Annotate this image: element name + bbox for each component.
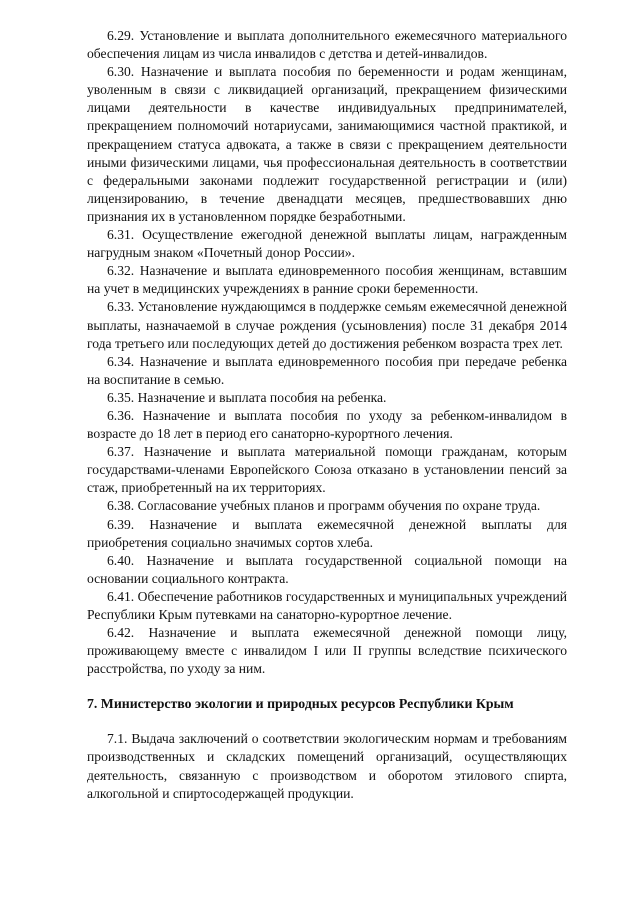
list-item-6-36 (87, 407, 567, 443)
list-item-6-31 (87, 226, 567, 262)
list-item-6-39 (87, 516, 567, 552)
list-item-6-32 (87, 262, 567, 298)
item-text: Согласование учебных планов и программ обучения по охране труда. (137, 498, 541, 514)
item-text: Выдача заключений о соответствии экологическим нормам и требованиям производственных и складских помещений организаций, осуществляющих деятельность, связанную с производством и оборотом этилового спирта, алкогольной и спиртосодержащей продукции. (87, 731, 567, 801)
item-number: 6.35. (107, 389, 135, 405)
list-item-6-33 (87, 298, 567, 352)
item-text: Установление и выплата дополнительного ежемесячного материального обеспечения лицам из числа инвалидов с детства и детей-инвалидов. (87, 28, 567, 62)
list-item-6-40 (87, 552, 567, 588)
item-text: Осуществление ежегодной денежной выплаты лицам, награжденным нагрудным знаком «Почетный донор России». (87, 227, 567, 261)
list-item-6-35 (87, 389, 567, 407)
item-number: 6.30. (107, 64, 135, 80)
item-number: 6.39. (107, 516, 135, 532)
item-number: 6.31. (107, 227, 135, 243)
list-item-6-42 (87, 624, 567, 678)
item-number: 6.38. (107, 498, 135, 514)
item-number: 7.1. (107, 731, 128, 747)
item-text: Назначение и выплата пособия по беременности и родам женщинам, уволенным в связи с ликвидацией организаций, прекращением физическими лицами деятельности в качестве индивидуальных предпринимателей, прекращением полномочий нотариусами, занимающимися частной практикой, и прекращением статуса адвоката, а также в связи с прекращением деятельности иными физическими лицами, чья профессиональная деятельность в соответствии с федеральными законами подлежит государственной регистрации и (или) лицензированию, в течение двенадцати месяцев, предшествовавших дню признания их в установленном порядке безработными. (87, 64, 567, 224)
document-body (87, 27, 567, 803)
list-item-6-38 (87, 497, 567, 515)
list-item-6-41 (87, 588, 567, 624)
section-heading: 7. Министерство экологии и природных ресурсов Республики Крым (87, 696, 514, 712)
item-number: 6.29. (107, 28, 135, 43)
item-number: 6.40. (107, 552, 135, 568)
item-text: Назначение и выплата единовременного пособия при передаче ребенка на воспитание в семью. (87, 353, 567, 387)
list-item-6-29 (87, 27, 567, 63)
item-text: Установление нуждающимся в поддержке семьям ежемесячной денежной выплаты, назначаемой в случае рождения (усыновления) после 31 декабря 2014 года третьего или последующих детей до достижения ребенком возраста трех лет. (87, 299, 567, 351)
list-item-6-34 (87, 353, 567, 389)
item-text: Назначение и выплата пособия по уходу за ребенком-инвалидом в возрасте до 18 лет в период его санаторно-курортного лечения. (87, 407, 567, 442)
item-number: 6.42. (107, 625, 135, 641)
item-text: Обеспечение работников государственных и муниципальных учреждений Республики Крым путевками на санаторно-курортное лечение. (87, 588, 567, 622)
item-number: 6.33. (107, 299, 135, 315)
item-text: Назначение и выплата ежемесячной денежной помощи лицу, проживающему вместе с инвалидом I или II группы вследствие психического расстройства, по уходу за ним. (87, 625, 567, 677)
list-item-6-37 (87, 443, 567, 497)
list-item-6-30 (87, 63, 567, 226)
item-number: 6.37. (107, 444, 135, 460)
list-item-7-1 (87, 730, 567, 802)
item-number: 6.34. (107, 353, 135, 369)
item-number: 6.36. (107, 407, 135, 423)
item-text: Назначение и выплата единовременного пособия женщинам, вставшим на учет в медицинских учреждениях в ранние сроки беременности. (87, 263, 568, 297)
item-number: 6.41. (107, 588, 135, 604)
item-text: Назначение и выплата материальной помощи гражданам, которым государствами-членами Европейского Союза отказано в установлении пенсий за стаж, приобретенный на их территориях. (87, 444, 567, 496)
item-text: Назначение и выплата государственной социальной помощи на основании социального контракта. (87, 552, 568, 586)
item-number: 6.32. (107, 263, 135, 279)
item-text: Назначение и выплата ежемесячной денежной выплаты для приобретения социально значимых сортов хлеба. (87, 516, 567, 550)
item-text: Назначение и выплата пособия на ребенка. (137, 389, 387, 405)
